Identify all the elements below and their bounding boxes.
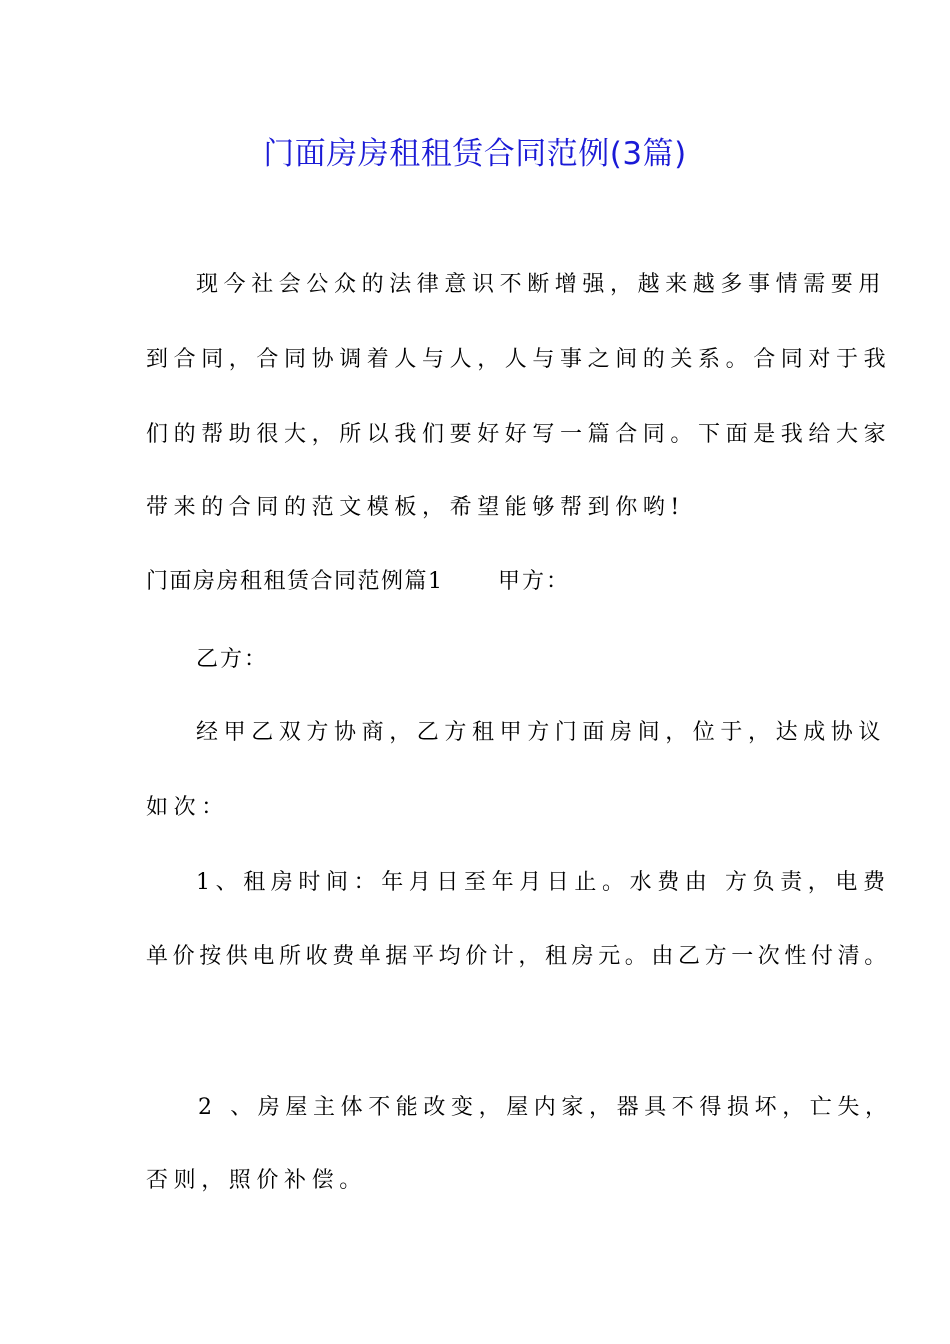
section-heading: 门面房房租租赁合同范例篇1 <box>146 569 444 594</box>
party-b-label: 乙方： <box>196 647 269 672</box>
intro-line-2: 到合同，合同协调着人与人，人与事之间的关系。合同对于我 <box>146 347 892 372</box>
clause-2-line-1: 2 、房屋主体不能改变，屋内家，器具不得损坏，亡失， <box>198 1095 893 1120</box>
clause-1-line-1: 1、租房时间：年月日至年月日止。水费由 方负责，电费 <box>196 870 891 895</box>
intro-line-3: 们的帮助很大，所以我们要好好写一篇合同。下面是我给大家 <box>146 422 892 447</box>
intro-line-4: 带来的合同的范文模板，希望能够帮到你哟! <box>146 495 685 520</box>
clause-2-line-2: 否则，照价补偿。 <box>146 1168 367 1193</box>
agreement-line-2: 如次： <box>146 795 229 820</box>
agreement-line-1: 经甲乙双方协商，乙方租甲方门面房间，位于，达成协议 <box>196 720 887 745</box>
intro-line-1: 现今社会公众的法律意识不断增强，越来越多事情需要用 <box>196 272 887 297</box>
clause-1-line-2: 单价按供电所收费单据平均价计，租房元。由乙方一次性付清。 <box>146 944 891 969</box>
document-title: 门面房房租租赁合同范例(3篇) <box>263 136 687 172</box>
party-a-label: 甲方： <box>498 569 571 594</box>
